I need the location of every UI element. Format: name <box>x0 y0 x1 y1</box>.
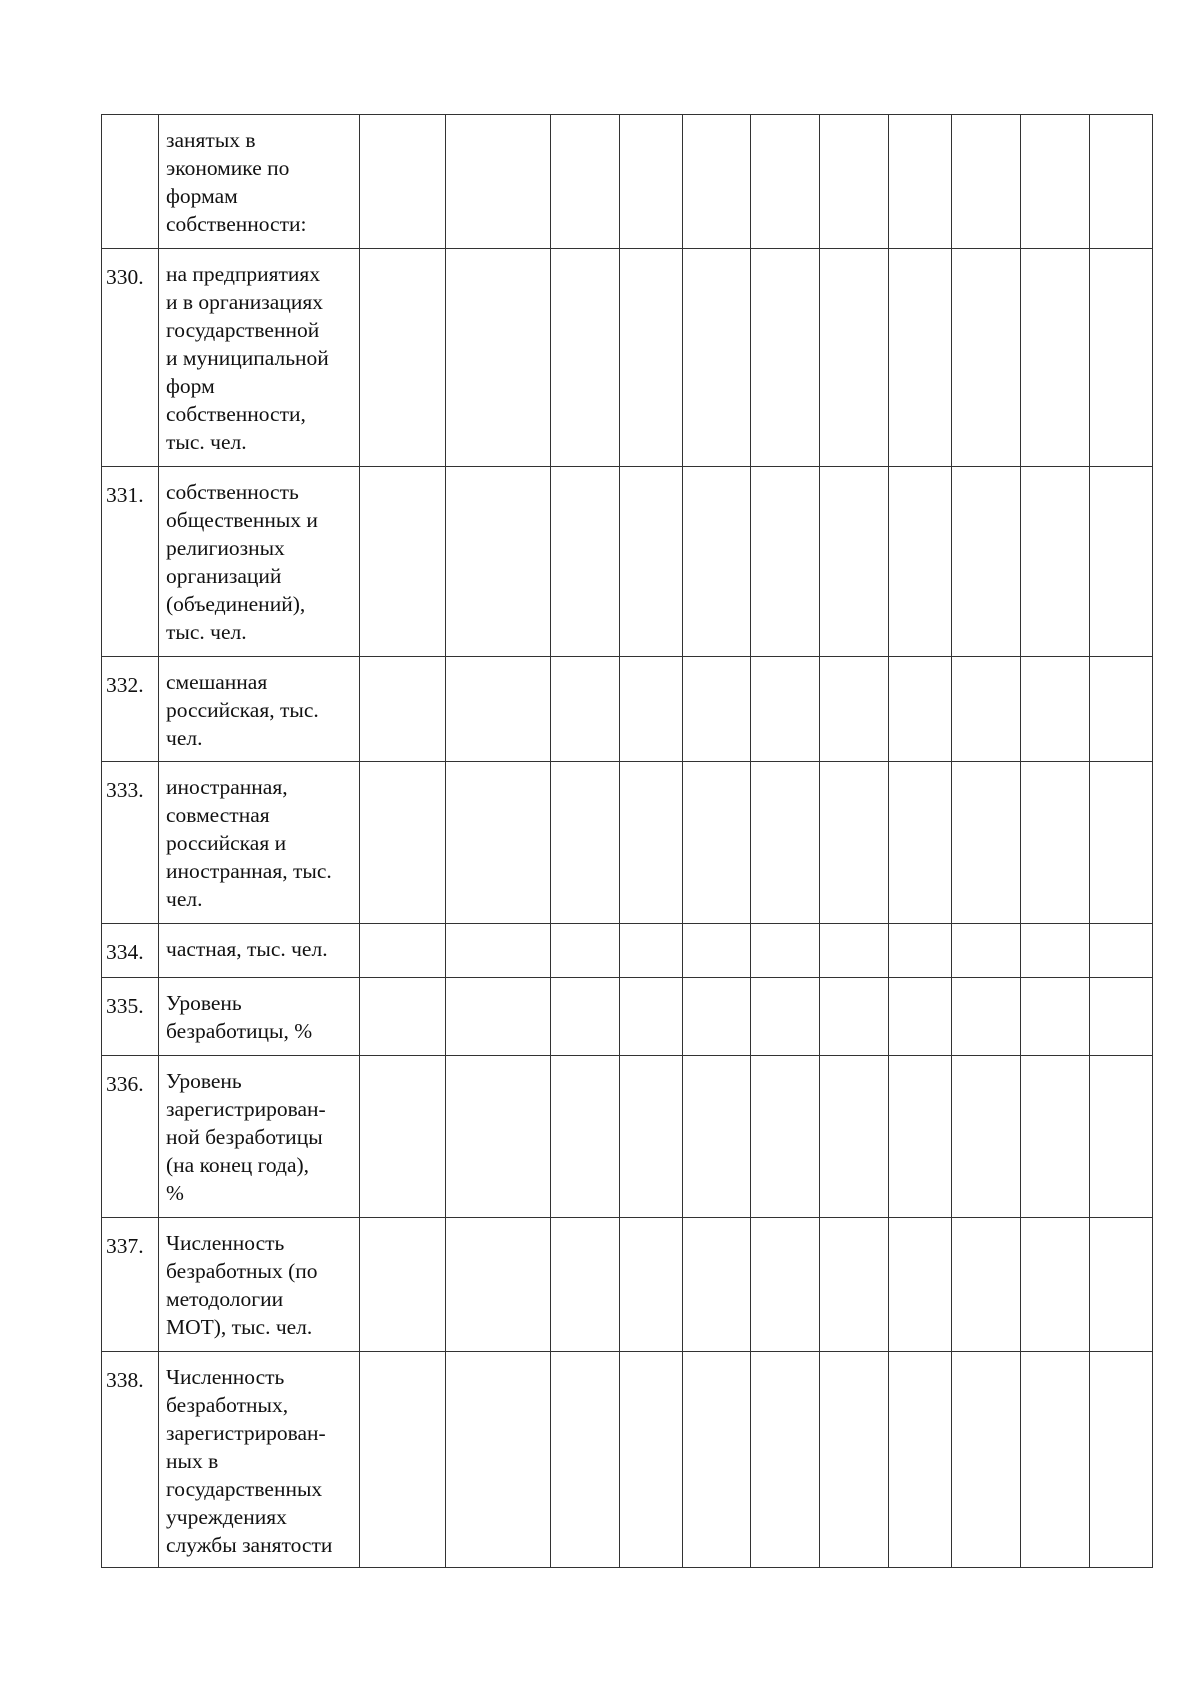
empty-value-cell <box>1021 467 1090 657</box>
empty-value-cell <box>360 924 446 978</box>
empty-value-cell <box>820 978 889 1056</box>
row-number: 337. <box>102 1218 159 1352</box>
empty-value-cell <box>446 924 551 978</box>
empty-value-cell <box>1021 1352 1090 1568</box>
empty-value-cell <box>620 1056 683 1218</box>
table-row <box>102 924 1153 978</box>
table-row <box>102 657 1153 762</box>
row-number: 333. <box>102 762 159 924</box>
row-number: 332. <box>102 657 159 762</box>
table-row <box>102 1218 1153 1352</box>
row-label <box>159 467 360 657</box>
empty-value-cell <box>360 249 446 467</box>
empty-value-cell <box>820 249 889 467</box>
row-label-line: религиозных <box>166 536 285 560</box>
empty-value-cell <box>1021 924 1090 978</box>
empty-value-cell <box>683 978 751 1056</box>
row-label-line: российская, тыс. <box>166 698 319 722</box>
empty-value-cell <box>889 467 952 657</box>
empty-value-cell <box>1021 115 1090 249</box>
row-number: 334. <box>102 924 159 978</box>
empty-value-cell <box>683 762 751 924</box>
empty-value-cell <box>620 978 683 1056</box>
empty-value-cell <box>620 657 683 762</box>
empty-value-cell <box>551 249 620 467</box>
empty-value-cell <box>551 978 620 1056</box>
empty-value-cell <box>751 249 820 467</box>
empty-value-cell <box>360 1056 446 1218</box>
empty-value-cell <box>952 978 1021 1056</box>
table-row <box>102 115 1153 249</box>
empty-value-cell <box>551 1056 620 1218</box>
empty-value-cell <box>952 657 1021 762</box>
empty-value-cell <box>446 115 551 249</box>
row-label-line: общественных и <box>166 508 318 532</box>
empty-value-cell <box>551 1352 620 1568</box>
row-number: 336. <box>102 1056 159 1218</box>
row-label-line: иностранная, тыс. <box>166 859 332 883</box>
indicators-table <box>101 114 1153 1568</box>
row-label-line: Численность <box>166 1231 285 1255</box>
row-label-line: частная, тыс. чел. <box>166 937 328 961</box>
row-number: 338. <box>102 1352 159 1568</box>
empty-value-cell <box>620 249 683 467</box>
empty-value-cell <box>1090 762 1153 924</box>
empty-value-cell <box>751 657 820 762</box>
row-label-line: совместная <box>166 803 270 827</box>
empty-value-cell <box>620 762 683 924</box>
empty-value-cell <box>889 762 952 924</box>
empty-value-cell <box>360 467 446 657</box>
empty-value-cell <box>889 115 952 249</box>
empty-value-cell <box>889 978 952 1056</box>
empty-value-cell <box>683 924 751 978</box>
empty-value-cell <box>1021 249 1090 467</box>
row-label-line: зарегистрирован- <box>166 1097 326 1121</box>
empty-value-cell <box>820 657 889 762</box>
row-label-line: безработных, <box>166 1393 289 1417</box>
empty-value-cell <box>952 1352 1021 1568</box>
row-label-line: Уровень <box>166 991 242 1015</box>
row-number: 331. <box>102 467 159 657</box>
empty-value-cell <box>683 1352 751 1568</box>
empty-value-cell <box>820 115 889 249</box>
empty-value-cell <box>820 1218 889 1352</box>
empty-value-cell <box>751 1056 820 1218</box>
row-label <box>159 115 360 249</box>
empty-value-cell <box>551 115 620 249</box>
empty-value-cell <box>952 467 1021 657</box>
table-row <box>102 978 1153 1056</box>
empty-value-cell <box>446 249 551 467</box>
row-label-line: (объединений), <box>166 592 306 616</box>
empty-value-cell <box>952 762 1021 924</box>
row-label-line: и в организациях <box>166 290 323 314</box>
empty-value-cell <box>1090 1352 1153 1568</box>
empty-value-cell <box>889 924 952 978</box>
row-label-line: и муниципальной <box>166 346 329 370</box>
row-label <box>159 249 360 467</box>
empty-value-cell <box>683 467 751 657</box>
empty-value-cell <box>620 115 683 249</box>
table-row <box>102 762 1153 924</box>
row-label-line: службы занятости <box>166 1533 333 1557</box>
empty-value-cell <box>751 978 820 1056</box>
row-label-line: смешанная <box>166 670 268 694</box>
row-label-line: ной безработицы <box>166 1125 323 1149</box>
empty-value-cell <box>1090 115 1153 249</box>
empty-value-cell <box>446 1352 551 1568</box>
row-number: 335. <box>102 978 159 1056</box>
row-label-line: МОТ), тыс. чел. <box>166 1315 313 1339</box>
empty-value-cell <box>551 467 620 657</box>
empty-value-cell <box>1090 924 1153 978</box>
empty-value-cell <box>751 1218 820 1352</box>
empty-value-cell <box>446 762 551 924</box>
row-label-line: (на конец года), <box>166 1153 310 1177</box>
empty-value-cell <box>551 762 620 924</box>
row-label-line: Численность <box>166 1365 285 1389</box>
empty-value-cell <box>952 1056 1021 1218</box>
row-number: 330. <box>102 249 159 467</box>
empty-value-cell <box>1090 978 1153 1056</box>
row-label-line: занятых в <box>166 128 256 152</box>
row-label-line: тыс. чел. <box>166 430 247 454</box>
empty-value-cell <box>620 467 683 657</box>
empty-value-cell <box>1021 1218 1090 1352</box>
table-body <box>102 115 1153 1568</box>
row-label-line: государственных <box>166 1477 323 1501</box>
row-label-line: организаций <box>166 564 282 588</box>
empty-value-cell <box>551 1218 620 1352</box>
row-label-line: ных в <box>166 1449 219 1473</box>
empty-value-cell <box>551 924 620 978</box>
empty-value-cell <box>360 1218 446 1352</box>
table-row <box>102 1352 1153 1568</box>
row-label-line: формам <box>166 184 238 208</box>
empty-value-cell <box>446 1218 551 1352</box>
empty-value-cell <box>620 924 683 978</box>
empty-value-cell <box>360 115 446 249</box>
empty-value-cell <box>360 762 446 924</box>
row-label-line: российская и <box>166 831 287 855</box>
empty-value-cell <box>1021 1056 1090 1218</box>
empty-value-cell <box>889 1056 952 1218</box>
empty-value-cell <box>889 1352 952 1568</box>
row-label-line: учреждениях <box>166 1505 287 1529</box>
empty-value-cell <box>820 467 889 657</box>
row-label-line: собственность <box>166 480 299 504</box>
row-label <box>159 1352 360 1568</box>
empty-value-cell <box>683 1218 751 1352</box>
empty-value-cell <box>446 467 551 657</box>
row-label-line: безработицы, % <box>166 1019 313 1043</box>
row-label-line: экономике по <box>166 156 290 180</box>
row-label-line: собственности: <box>166 212 307 236</box>
row-label-line: тыс. чел. <box>166 620 247 644</box>
empty-value-cell <box>1090 249 1153 467</box>
row-label-line: % <box>166 1181 184 1205</box>
empty-value-cell <box>683 657 751 762</box>
row-label-line: зарегистрирован- <box>166 1421 326 1445</box>
empty-value-cell <box>751 467 820 657</box>
empty-value-cell <box>1090 1218 1153 1352</box>
empty-value-cell <box>1021 762 1090 924</box>
row-label-line: государственной <box>166 318 320 342</box>
row-label-line: иностранная, <box>166 775 288 799</box>
empty-value-cell <box>620 1218 683 1352</box>
empty-value-cell <box>820 924 889 978</box>
row-label <box>159 924 360 978</box>
empty-value-cell <box>1090 657 1153 762</box>
empty-value-cell <box>889 657 952 762</box>
empty-value-cell <box>551 657 620 762</box>
table-row <box>102 467 1153 657</box>
empty-value-cell <box>952 115 1021 249</box>
empty-value-cell <box>683 249 751 467</box>
empty-value-cell <box>360 1352 446 1568</box>
row-label-line: на предприятиях <box>166 262 321 286</box>
empty-value-cell <box>446 657 551 762</box>
row-label-line: методологии <box>166 1287 284 1311</box>
row-label-line: чел. <box>166 726 203 750</box>
empty-value-cell <box>751 1352 820 1568</box>
row-number <box>102 115 159 249</box>
empty-value-cell <box>751 924 820 978</box>
row-label-line: собственности, <box>166 402 306 426</box>
row-label <box>159 1218 360 1352</box>
empty-value-cell <box>820 1352 889 1568</box>
empty-value-cell <box>446 1056 551 1218</box>
row-label-line: безработных (по <box>166 1259 318 1283</box>
empty-value-cell <box>446 978 551 1056</box>
empty-value-cell <box>1021 978 1090 1056</box>
empty-value-cell <box>1021 657 1090 762</box>
row-label-line: Уровень <box>166 1069 242 1093</box>
table-row <box>102 249 1153 467</box>
empty-value-cell <box>751 762 820 924</box>
empty-value-cell <box>751 115 820 249</box>
row-label <box>159 978 360 1056</box>
row-label-line: чел. <box>166 887 203 911</box>
empty-value-cell <box>820 762 889 924</box>
row-label-line: форм <box>166 374 215 398</box>
row-label <box>159 1056 360 1218</box>
empty-value-cell <box>620 1352 683 1568</box>
table-row <box>102 1056 1153 1218</box>
row-label <box>159 762 360 924</box>
empty-value-cell <box>952 249 1021 467</box>
empty-value-cell <box>889 1218 952 1352</box>
row-label <box>159 657 360 762</box>
empty-value-cell <box>360 657 446 762</box>
empty-value-cell <box>683 115 751 249</box>
empty-value-cell <box>952 1218 1021 1352</box>
empty-value-cell <box>683 1056 751 1218</box>
empty-value-cell <box>820 1056 889 1218</box>
empty-value-cell <box>952 924 1021 978</box>
empty-value-cell <box>1090 1056 1153 1218</box>
empty-value-cell <box>889 249 952 467</box>
empty-value-cell <box>360 978 446 1056</box>
empty-value-cell <box>1090 467 1153 657</box>
